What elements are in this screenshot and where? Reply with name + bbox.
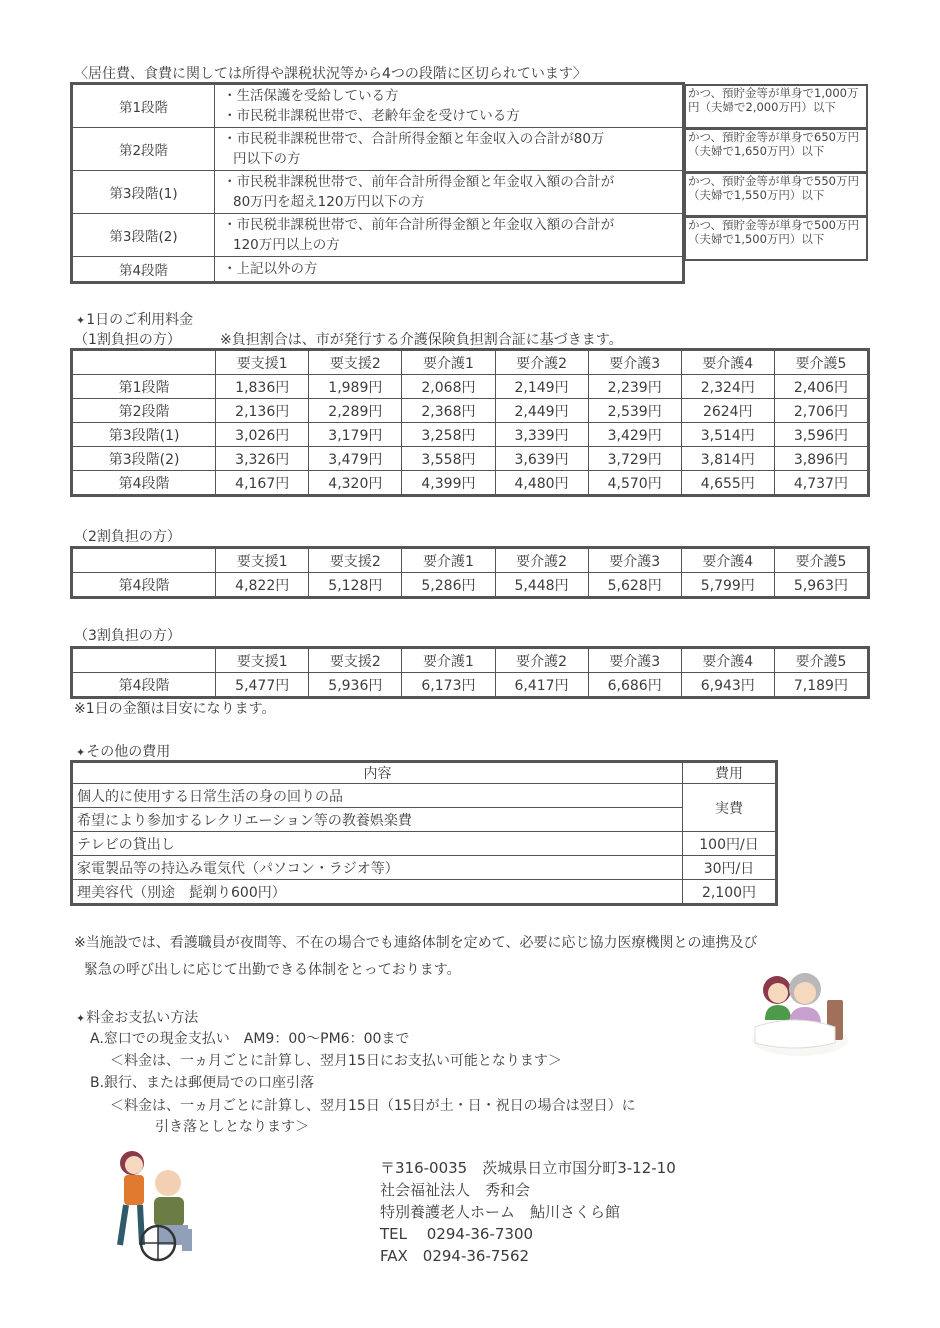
rate-table-20-percent [72, 548, 868, 597]
column-header: 要介護2 [495, 351, 588, 375]
rate-cell: 2,149円 [495, 375, 588, 399]
other-costs-table [72, 762, 776, 904]
condition-line: 120万円以上の方 [233, 237, 340, 253]
rate-cell: 4,480円 [495, 471, 588, 495]
rate-cell: 5,128円 [309, 573, 402, 597]
condition-line: ・市民税非課税世帯で、老齢年金を受けている方 [223, 108, 520, 124]
tier2-label: （2割負担の方） [74, 529, 181, 545]
daily-fee-heading [76, 311, 193, 330]
condition-line: ・市民税非課税世帯で、合計所得金額と年金収入の合計が80万 [223, 131, 605, 147]
rate-cell: 2,449円 [495, 399, 588, 423]
column-header: 要介護5 [774, 351, 867, 375]
rate-cell: 6,173円 [402, 673, 495, 697]
rate-row [73, 399, 868, 423]
column-header: 要支援1 [216, 351, 309, 375]
condition-line: ・上記以外の方 [223, 261, 318, 277]
contact-tel: TEL 0294-36-7300 [380, 1225, 534, 1243]
cost-header: 費用 [683, 763, 776, 784]
stage-row [73, 171, 683, 214]
condition-line: 円以下の方 [233, 151, 301, 167]
cost-value: 30円/日 [683, 856, 776, 880]
rate-cell: 5,286円 [402, 573, 495, 597]
rate-cell: 4,399円 [402, 471, 495, 495]
rate-cell: 2,368円 [402, 399, 495, 423]
stage-conditions [215, 257, 683, 282]
rate-cell: 5,799円 [681, 573, 774, 597]
other-costs-row [73, 808, 776, 832]
burden-ratio-note: ※負担割合は、市が発行する介護保険負担割合証に基づきます。 [220, 332, 623, 348]
stage-conditions [215, 85, 683, 128]
rate-cell: 1,836円 [216, 375, 309, 399]
rate-cell: 5,963円 [774, 573, 867, 597]
column-header: 要介護4 [681, 649, 774, 673]
diamond-bullet-icon: ✦ [76, 746, 86, 759]
row-stage: 第3段階(2) [73, 447, 216, 471]
contact-address: 〒316-0035 茨城県日立市国分町3-12-10 [380, 1159, 676, 1177]
other-costs-row [73, 832, 776, 856]
rate-cell: 5,477円 [216, 673, 309, 697]
cost-item: 家電製品等の持込み電気代（パソコン・ラジオ等） [73, 856, 683, 880]
rate-row [73, 573, 868, 597]
rate-cell: 3,596円 [774, 423, 867, 447]
column-header: 要介護4 [681, 351, 774, 375]
empty-header-cell [73, 351, 216, 375]
rate-cell: 3,896円 [774, 447, 867, 471]
other-costs-row [73, 784, 776, 808]
cost-value: 100円/日 [683, 832, 776, 856]
rate-cell: 1,989円 [309, 375, 402, 399]
row-stage: 第4段階 [73, 573, 216, 597]
contact-fax: FAX 0294-36-7562 [380, 1247, 530, 1265]
rate-cell: 4,655円 [681, 471, 774, 495]
empty-header-cell [73, 649, 216, 673]
rate-cell: 2,406円 [774, 375, 867, 399]
column-header: 要支援2 [309, 351, 402, 375]
stage-row [73, 128, 683, 171]
row-stage: 第2段階 [73, 399, 216, 423]
column-header: 要介護1 [402, 549, 495, 573]
rate-cell: 2,136円 [216, 399, 309, 423]
rate-cell: 7,189円 [774, 673, 867, 697]
rate-cell: 4,737円 [774, 471, 867, 495]
rate-cell: 2,239円 [588, 375, 681, 399]
rate-header-row [73, 351, 868, 375]
rate-cell: 4,822円 [216, 573, 309, 597]
nursing-note-line2: 緊急の呼び出しに応じて出勤できる体制をとっております。 [84, 962, 461, 978]
rate-row [73, 673, 868, 697]
column-header: 要介護2 [495, 549, 588, 573]
tier3-label: （3割負担の方） [74, 628, 181, 644]
rate-cell: 4,167円 [216, 471, 309, 495]
other-costs-header-row [73, 763, 776, 784]
column-header: 要介護1 [402, 351, 495, 375]
rate-cell: 5,448円 [495, 573, 588, 597]
rate-cell: 3,258円 [402, 423, 495, 447]
condition-line: ・市民税非課税世帯で、前年合計所得金額と年金収入額の合計が [223, 217, 615, 233]
rate-cell: 3,339円 [495, 423, 588, 447]
payment-method-a: A.窓口での現金支払い AM9：00～PM6：00まで [90, 1031, 410, 1047]
cost-item: テレビの貸出し [73, 832, 683, 856]
column-header: 要介護5 [774, 649, 867, 673]
empty-header-cell [73, 549, 216, 573]
stage-row [73, 257, 683, 282]
wheelchair-care-illustration [110, 1145, 210, 1265]
contact-facility: 特別養護老人ホーム 鮎川さくら館 [380, 1203, 621, 1221]
stage-intro: 〈居住費、食費に関しては所得や課税状況等から4つの段階に区切られています〉 [74, 66, 587, 82]
rate-cell: 2,324円 [681, 375, 774, 399]
column-header: 要支援2 [309, 549, 402, 573]
nursing-note-line1: ※当施設では、看護職員が夜間等、不在の場合でも連絡体制を定めて、必要に応じ協力医療機関との連携及び [74, 935, 758, 951]
rate-cell: 3,729円 [588, 447, 681, 471]
other-costs-title: その他の費用 [86, 744, 171, 760]
savings-condition-stage1: かつ、預貯金等が単身で1,000万円（夫婦で2,000万円）以下 [684, 84, 868, 129]
cost-item: 希望により参加するレクリエーション等の教養娯楽費 [73, 808, 683, 832]
savings-condition-stage3-2: かつ、預貯金等が単身で500万円（夫婦で1,500万円）以下 [684, 216, 868, 261]
column-header: 要介護3 [588, 351, 681, 375]
row-stage: 第4段階 [73, 471, 216, 495]
cost-item: 個人的に使用する日常生活の身の回りの品 [73, 784, 683, 808]
savings-condition-stage3-1: かつ、預貯金等が単身で550万円（夫婦で1,550万円）以下 [684, 172, 868, 217]
stage-label: 第2段階 [73, 128, 215, 171]
condition-line: ・生活保護を受給している方 [223, 88, 399, 104]
bedside-care-illustration [745, 965, 855, 1060]
payment-title: 料金お支払い方法 [86, 1010, 199, 1026]
rate-cell: 5,936円 [309, 673, 402, 697]
other-costs-heading [76, 743, 170, 762]
daily-fee-footnote: ※1日の金額は目安になります。 [74, 701, 276, 717]
rate-table-30-percent [72, 648, 868, 697]
column-header: 要支援1 [216, 549, 309, 573]
diamond-bullet-icon: ✦ [76, 1012, 86, 1025]
rate-cell: 4,320円 [309, 471, 402, 495]
rate-cell: 2,068円 [402, 375, 495, 399]
rate-table-10-percent [72, 350, 868, 495]
rate-header-row [73, 649, 868, 673]
tier1-label: （1割負担の方） [74, 332, 181, 348]
rate-cell: 6,943円 [681, 673, 774, 697]
row-stage: 第1段階 [73, 375, 216, 399]
other-costs-row [73, 856, 776, 880]
payment-method-a-note: ＜料金は、一ヵ月ごとに計算し、翌月15日にお支払い可能となります＞ [110, 1053, 562, 1069]
rate-cell: 3,514円 [681, 423, 774, 447]
rate-cell: 3,179円 [309, 423, 402, 447]
rate-cell: 2,706円 [774, 399, 867, 423]
stage-conditions [215, 171, 683, 214]
payment-heading [76, 1009, 198, 1028]
other-costs-row [73, 880, 776, 904]
stage-conditions [215, 128, 683, 171]
wheelchair-care-icon [120, 1151, 192, 1260]
payment-method-b-note2: 引き落としとなります＞ [155, 1119, 309, 1135]
row-stage: 第4段階 [73, 673, 216, 697]
stage-row [73, 214, 683, 257]
rate-cell: 2,539円 [588, 399, 681, 423]
stage-label: 第3段階(1) [73, 171, 215, 214]
column-header: 要介護5 [774, 549, 867, 573]
rate-cell: 4,570円 [588, 471, 681, 495]
rate-header-row [73, 549, 868, 573]
rate-cell: 3,639円 [495, 447, 588, 471]
column-header: 要介護4 [681, 549, 774, 573]
payment-method-b: B.銀行、または郵便局での口座引落 [90, 1075, 315, 1091]
column-header: 要支援2 [309, 649, 402, 673]
cost-item: 理美容代（別途 髭剃り600円） [73, 880, 683, 904]
rate-row [73, 471, 868, 495]
cost-value: 2,100円 [683, 880, 776, 904]
stage-label: 第4段階 [73, 257, 215, 282]
bedside-care-icon [752, 973, 848, 1056]
stage-label: 第1段階 [73, 85, 215, 128]
rate-cell: 3,479円 [309, 447, 402, 471]
stage-conditions [215, 214, 683, 257]
column-header: 要介護3 [588, 649, 681, 673]
rate-cell: 3,429円 [588, 423, 681, 447]
row-stage: 第3段階(1) [73, 423, 216, 447]
column-header: 要介護1 [402, 649, 495, 673]
diamond-bullet-icon: ✦ [76, 314, 86, 327]
condition-line: ・市民税非課税世帯で、前年合計所得金額と年金収入額の合計が [223, 174, 615, 190]
contact-block [380, 1157, 676, 1267]
column-header: 要支援1 [216, 649, 309, 673]
rate-row [73, 447, 868, 471]
rate-cell: 3,326円 [216, 447, 309, 471]
daily-fee-title: 1日のご利用料金 [86, 312, 194, 328]
column-header: 要介護2 [495, 649, 588, 673]
rate-cell: 2,289円 [309, 399, 402, 423]
rate-row [73, 423, 868, 447]
rate-cell: 3,814円 [681, 447, 774, 471]
stage-label: 第3段階(2) [73, 214, 215, 257]
rate-cell: 5,628円 [588, 573, 681, 597]
income-stage-table [72, 84, 683, 282]
stage-row [73, 85, 683, 128]
condition-line: 80万円を超え120万円以下の方 [233, 194, 425, 210]
rate-row [73, 375, 868, 399]
column-header: 要介護3 [588, 549, 681, 573]
payment-method-b-note1: ＜料金は、一ヵ月ごとに計算し、翌月15日（15日が土・日・祝日の場合は翌日）に [110, 1098, 636, 1114]
rate-cell: 3,026円 [216, 423, 309, 447]
rate-cell: 3,558円 [402, 447, 495, 471]
contact-corporation: 社会福祉法人 秀和会 [380, 1181, 531, 1199]
item-header: 内容 [73, 763, 683, 784]
rate-cell: 6,417円 [495, 673, 588, 697]
rate-cell: 2624円 [681, 399, 774, 423]
rate-cell: 6,686円 [588, 673, 681, 697]
cost-value: 実費 [683, 784, 776, 832]
savings-condition-stage2: かつ、預貯金等が単身で650万円（夫婦で1,650万円）以下 [684, 128, 868, 173]
